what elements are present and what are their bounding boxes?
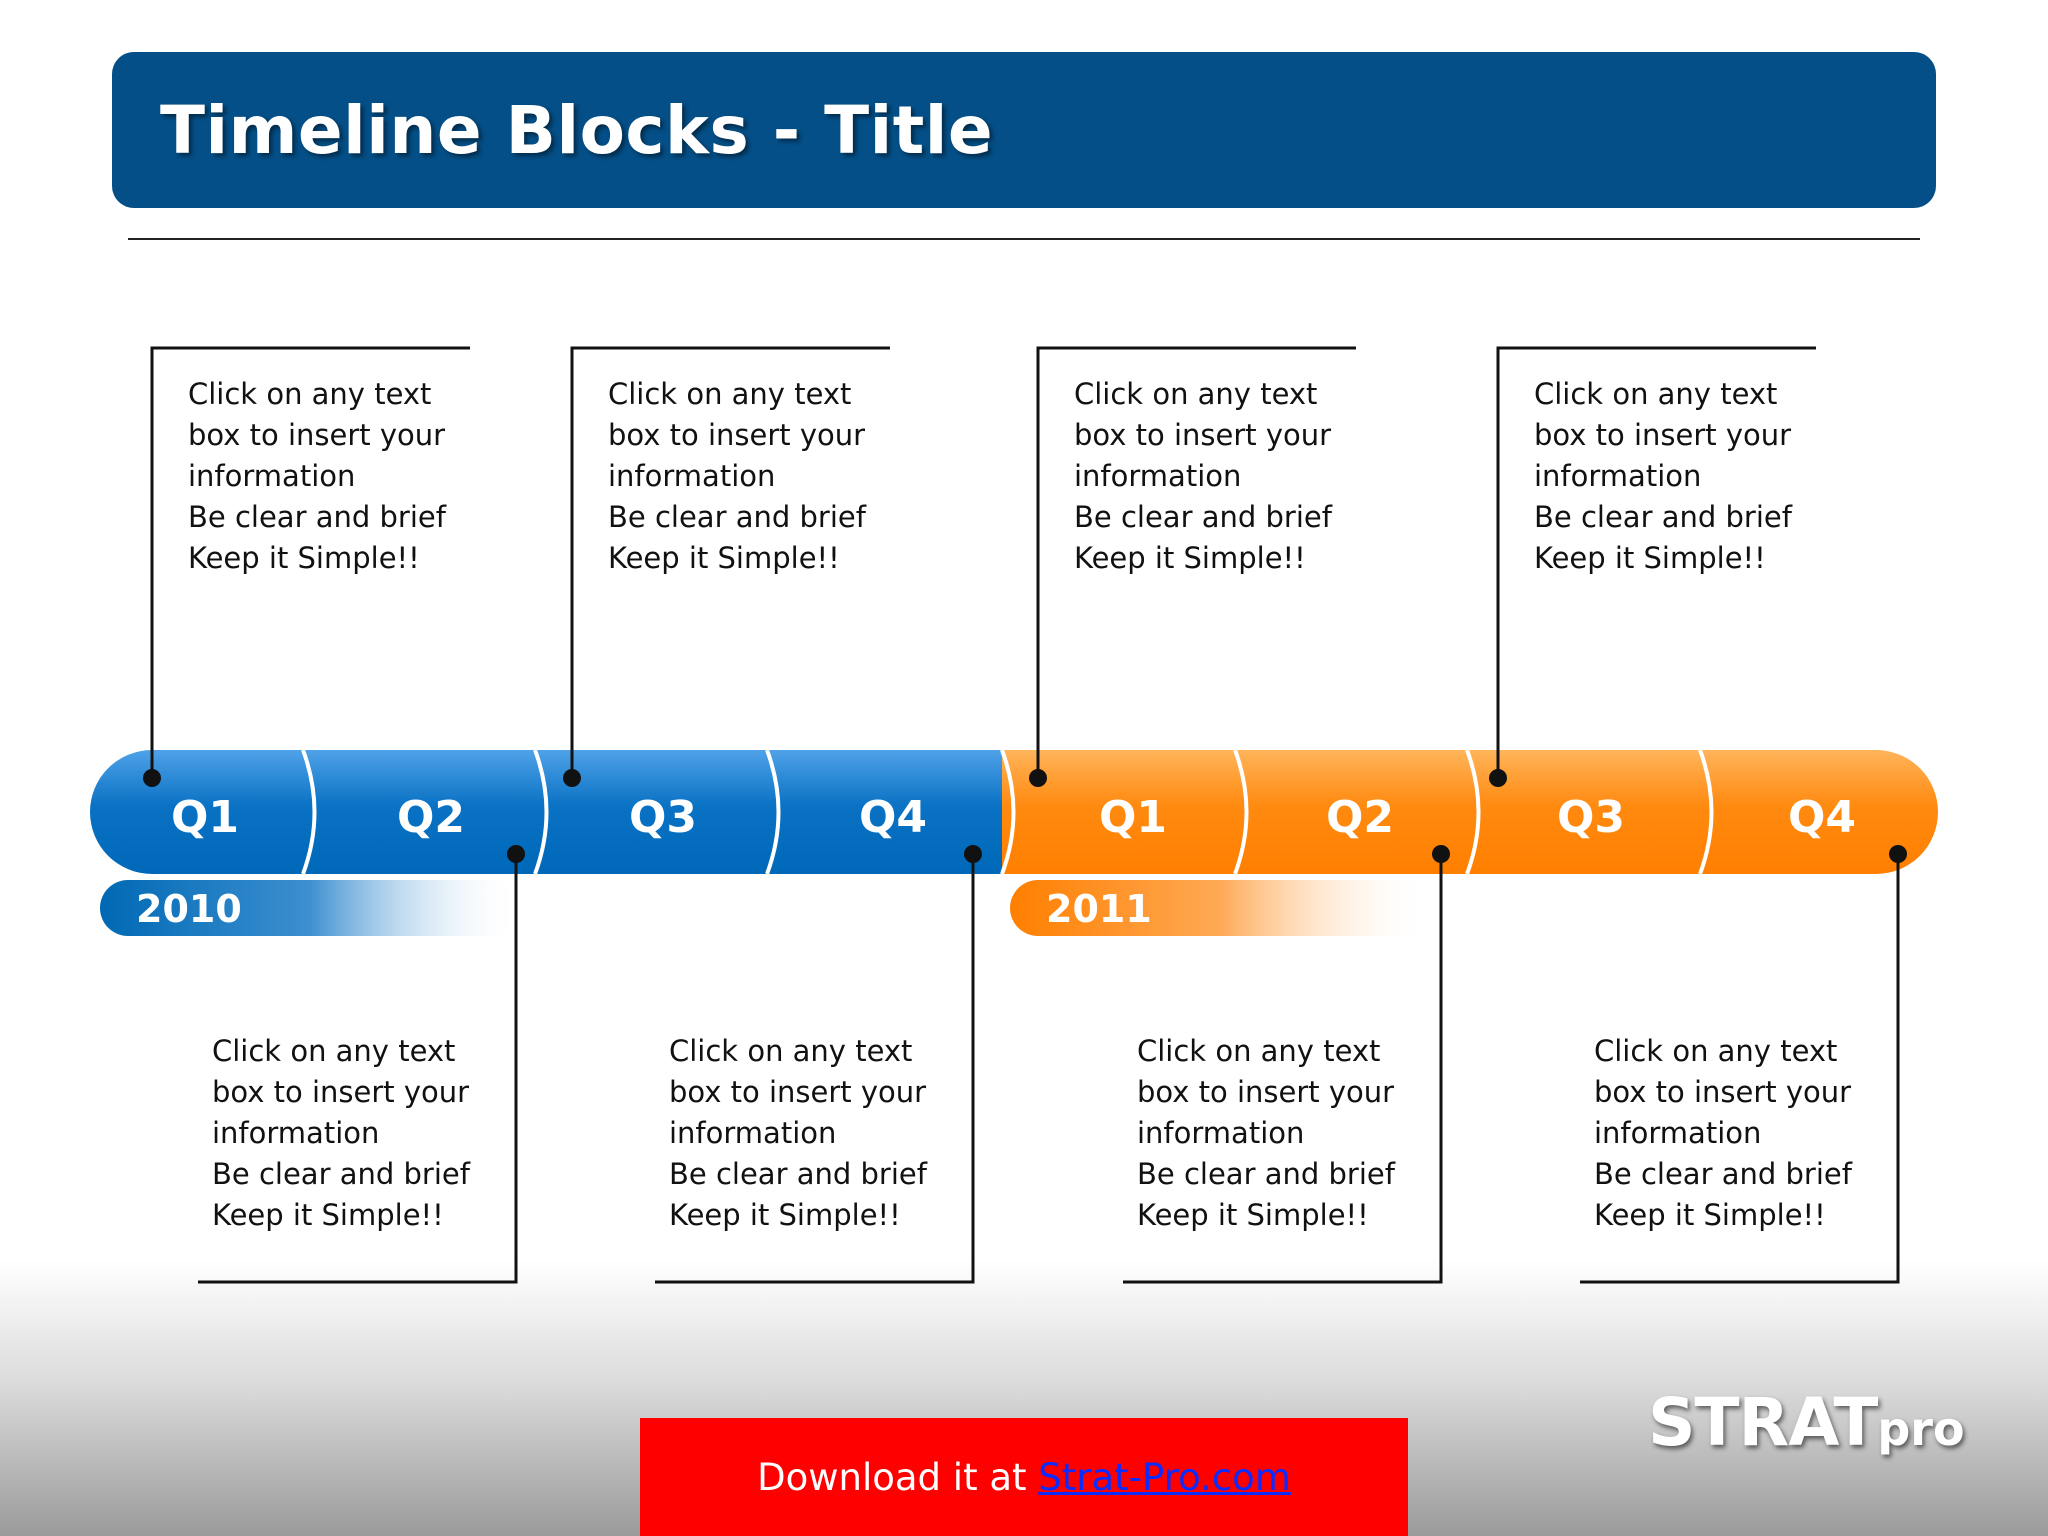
callout-text-line: Be clear and brief <box>188 500 446 534</box>
callout-text-line: box to insert your <box>669 1075 927 1109</box>
quarter-label-2010-q3[interactable]: Q3 <box>628 792 698 843</box>
callout-text-line: box to insert your <box>1534 418 1792 452</box>
callout-text-line: box to insert your <box>608 418 866 452</box>
quarter-label-2011-q1[interactable]: Q1 <box>1098 792 1168 843</box>
callout-text-line: box to insert your <box>1074 418 1332 452</box>
callout-text-line: information <box>212 1116 380 1150</box>
quarter-label-2011-q2[interactable]: Q2 <box>1325 792 1395 843</box>
quarter-label-2010-q4[interactable]: Q4 <box>858 792 928 843</box>
callout-text-line: Keep it Simple!! <box>669 1198 901 1232</box>
download-link[interactable]: Strat-Pro.com <box>1038 1456 1291 1499</box>
callout-text-line: Click on any text <box>1534 377 1778 411</box>
slide-title[interactable]: Timeline Blocks - Title <box>160 92 994 169</box>
callout-bottom-3[interactable] <box>1137 1031 1477 1236</box>
callout-text-line: information <box>188 459 356 493</box>
anchor-dot <box>1432 845 1450 863</box>
callout-text-line: Keep it Simple!! <box>1534 541 1766 575</box>
anchor-dot <box>507 845 525 863</box>
quarter-label-2011-q3[interactable]: Q3 <box>1556 792 1626 843</box>
callout-text-line: Be clear and brief <box>669 1157 927 1191</box>
callout-text-line: Click on any text <box>188 377 432 411</box>
callout-text-line: Click on any text <box>669 1034 913 1068</box>
callout-text-line: Click on any text <box>608 377 852 411</box>
callout-bottom-4[interactable] <box>1594 1031 1934 1236</box>
anchor-dot <box>1889 845 1907 863</box>
quarter-label-2010-q1[interactable]: Q1 <box>170 792 240 843</box>
callout-top-3[interactable] <box>1074 374 1414 579</box>
callout-text-line: Keep it Simple!! <box>212 1198 444 1232</box>
callout-text-line: Be clear and brief <box>1137 1157 1395 1191</box>
callout-bottom-1[interactable] <box>212 1031 552 1236</box>
callout-text-line: information <box>1074 459 1242 493</box>
callout-text-line: Keep it Simple!! <box>1594 1198 1826 1232</box>
callout-text-line: information <box>1534 459 1702 493</box>
year-label-2010: 2010 <box>136 887 242 931</box>
callout-text-line: Keep it Simple!! <box>1074 541 1306 575</box>
download-banner <box>640 1418 1408 1536</box>
download-prefix: Download it at <box>757 1456 1039 1499</box>
stratpro-logo <box>1648 1384 1965 1461</box>
download-text <box>640 1456 1408 1499</box>
callout-top-1[interactable] <box>188 374 528 579</box>
callout-top-4[interactable] <box>1534 374 1874 579</box>
callout-text-line: information <box>1137 1116 1305 1150</box>
callout-text-line: box to insert your <box>188 418 446 452</box>
callout-text-line: Click on any text <box>212 1034 456 1068</box>
anchor-dot <box>964 845 982 863</box>
callout-text-line: box to insert your <box>1137 1075 1395 1109</box>
callout-text-line: Keep it Simple!! <box>1137 1198 1369 1232</box>
callout-text-line: Be clear and brief <box>1594 1157 1852 1191</box>
callout-text-line: Be clear and brief <box>212 1157 470 1191</box>
logo-sub-text: pro <box>1877 1402 1965 1456</box>
callout-text-line: information <box>608 459 776 493</box>
callout-text-line: information <box>1594 1116 1762 1150</box>
logo-main-text: STRAT <box>1648 1384 1878 1461</box>
callout-text-line: Keep it Simple!! <box>188 541 420 575</box>
callout-top-2[interactable] <box>608 374 948 579</box>
callout-text-line: Click on any text <box>1594 1034 1838 1068</box>
callout-text-line: box to insert your <box>212 1075 470 1109</box>
callout-text-line: Click on any text <box>1074 377 1318 411</box>
callout-text-line: information <box>669 1116 837 1150</box>
anchor-dot <box>1029 769 1047 787</box>
year-label-2011: 2011 <box>1046 887 1152 931</box>
callout-text-line: box to insert your <box>1594 1075 1852 1109</box>
anchor-dot <box>563 769 581 787</box>
callout-text-line: Click on any text <box>1137 1034 1381 1068</box>
quarter-label-2010-q2[interactable]: Q2 <box>396 792 466 843</box>
callout-text-line: Be clear and brief <box>608 500 866 534</box>
callout-bottom-2[interactable] <box>669 1031 1009 1236</box>
anchor-dot <box>1489 769 1507 787</box>
callout-text-line: Be clear and brief <box>1074 500 1332 534</box>
callout-text-line: Keep it Simple!! <box>608 541 840 575</box>
anchor-dot <box>143 769 161 787</box>
quarter-label-2011-q4[interactable]: Q4 <box>1787 792 1857 843</box>
callout-text-line: Be clear and brief <box>1534 500 1792 534</box>
